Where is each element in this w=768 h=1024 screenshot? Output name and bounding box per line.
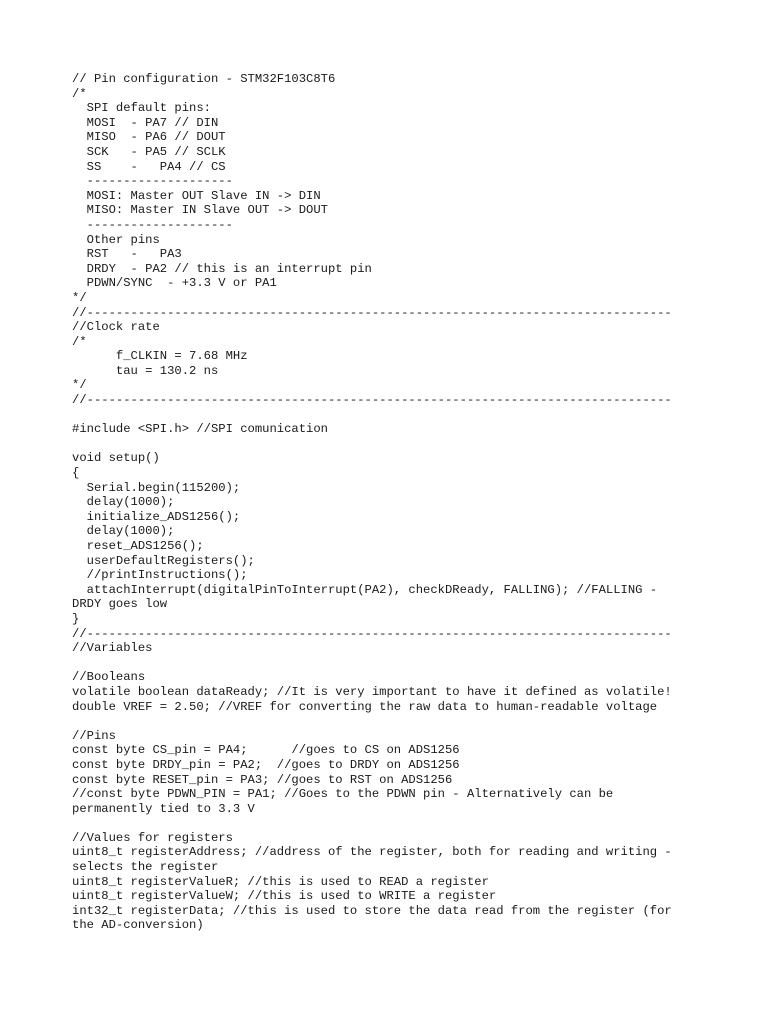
- code-line: //const byte PDWN_PIN = PA1; //Goes to the PDWN pin - Alternatively can be: [72, 787, 614, 802]
- code-line: [72, 816, 692, 831]
- code-line: tau = 130.2 ns: [72, 363, 219, 378]
- code-line: //--------------------------------------------------------------------------------: [72, 626, 672, 641]
- code-line: userDefaultRegisters();: [72, 553, 255, 568]
- code-line: //--------------------------------------------------------------------------------: [72, 393, 672, 408]
- code-line: uint8_t registerValueR; //this is used to READ a register: [72, 874, 489, 889]
- code-line: //Variables: [72, 641, 153, 656]
- code-line: //--------------------------------------------------------------------------------: [72, 305, 672, 320]
- code-line: int32_t registerData; //this is used to store the data read from the register (for: [72, 903, 672, 918]
- code-line: /*: [72, 334, 87, 349]
- code-line: delay(1000);: [72, 495, 175, 510]
- code-line: //Pins: [72, 728, 116, 743]
- code-line: MISO - PA6 // DOUT: [72, 130, 226, 145]
- code-line: volatile boolean dataReady; //It is very important to have it defined as volatile!: [72, 684, 672, 699]
- code-line: DRDY - PA2 // this is an interrupt pin: [72, 261, 372, 276]
- code-line: Serial.begin(115200);: [72, 480, 241, 495]
- code-line: selects the register: [72, 860, 219, 875]
- code-line: double VREF = 2.50; //VREF for converting the raw data to human-readable voltage: [72, 699, 658, 714]
- code-line: const byte RESET_pin = PA3; //goes to RST on ADS1256: [72, 772, 453, 787]
- code-line: Other pins: [72, 232, 160, 247]
- code-line: //Booleans: [72, 670, 146, 685]
- code-line: RST - PA3: [72, 247, 182, 262]
- code-line: f_CLKIN = 7.68 MHz: [72, 349, 248, 364]
- code-line: initialize_ADS1256();: [72, 509, 241, 524]
- code-line: //printInstructions();: [72, 568, 248, 583]
- code-line: //Values for registers: [72, 830, 233, 845]
- code-line: SPI default pins:: [72, 101, 211, 116]
- code-line: const byte DRDY_pin = PA2; //goes to DRDY on ADS1256: [72, 757, 460, 772]
- code-listing: [72, 72, 692, 933]
- code-line: #include <SPI.h> //SPI comunication: [72, 422, 328, 437]
- code-line: [72, 714, 692, 729]
- code-line: SCK - PA5 // SCLK: [72, 144, 226, 159]
- code-line: MISO: Master IN Slave OUT -> DOUT: [72, 203, 328, 218]
- code-line: reset_ADS1256();: [72, 539, 204, 553]
- code-line: {: [72, 466, 80, 481]
- code-line: */: [72, 290, 87, 305]
- code-line: delay(1000);: [72, 524, 175, 539]
- code-line: }: [72, 611, 80, 626]
- code-line: */: [72, 378, 87, 393]
- code-line: uint8_t registerValueW; //this is used to WRITE a register: [72, 889, 497, 904]
- code-line: void setup(): [72, 451, 160, 466]
- code-line: DRDY goes low: [72, 597, 168, 612]
- code-line: MOSI: Master OUT Slave IN -> DIN: [72, 188, 321, 203]
- code-line: permanently tied to 3.3 V: [72, 801, 255, 816]
- code-line: --------------------: [72, 217, 233, 232]
- code-line: attachInterrupt(digitalPinToInterrupt(PA2), checkDReady, FALLING); //FALLING -: [72, 582, 658, 597]
- code-line: /*: [72, 86, 87, 101]
- code-line: [72, 408, 692, 423]
- code-line: [72, 656, 692, 671]
- code-line: // Pin configuration - STM32F103C8T6: [72, 72, 336, 86]
- code-line: [72, 437, 692, 452]
- code-line: MOSI - PA7 // DIN: [72, 115, 219, 130]
- code-line: //Clock rate: [72, 320, 160, 335]
- code-line: SS - PA4 // CS: [72, 159, 226, 174]
- code-line: PDWN/SYNC - +3.3 V or PA1: [72, 276, 277, 291]
- code-line: uint8_t registerAddress; //address of the register, both for reading and writing -: [72, 845, 672, 860]
- code-line: the AD-conversion): [72, 918, 204, 933]
- code-line: --------------------: [72, 174, 233, 189]
- code-line: const byte CS_pin = PA4; //goes to CS on ADS1256: [72, 743, 460, 758]
